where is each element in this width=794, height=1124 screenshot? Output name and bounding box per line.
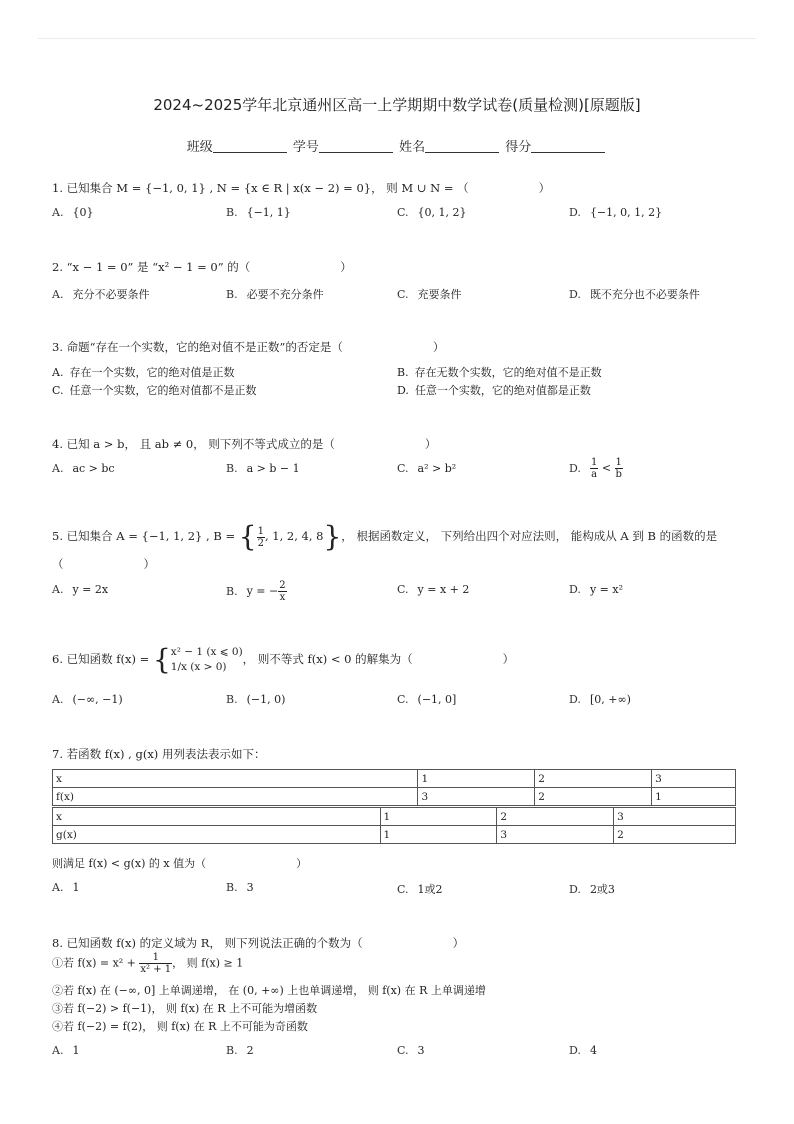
question-4-options [52,457,742,480]
statement-3: ③若 f(−2) > f(−1)， 则 f(x) 在 R 上不可能为增函数 [52,1002,318,1015]
table-cell: g(x) [53,826,381,844]
table-cell: 2 [614,826,736,844]
name-blank[interactable] [425,140,499,153]
table-g [52,807,736,844]
table-cell: 2 [535,770,652,788]
question-4-stem: 4. 已知 a > b， 且 ab ≠ 0， 则下列不等式成立的是（ ） [52,437,437,451]
option-a[interactable]: A. 1 [52,1044,80,1057]
table-row [53,826,736,844]
name-label: 姓名 [399,140,426,155]
table-cell: 3 [418,788,535,806]
question-6-options [52,693,742,709]
table-cell: 1 [418,770,535,788]
option-a[interactable]: A. 1 [52,881,80,894]
table-cell: 1 [380,808,497,826]
question-2-stem: 2. “x − 1 = 0” 是 “x² − 1 = 0” 的（ ） [52,260,352,274]
option-d[interactable]: D. 既不充分也不必要条件 [569,288,700,301]
option-d[interactable]: D. [0, +∞) [569,693,631,706]
table-cell: f(x) [53,788,418,806]
option-b[interactable]: B. y = − $\frac{2}{x}$ [226,580,286,603]
question-6-stem: 6. 已知函数 f(x) = { x² − 1 (x ⩽ 0) 1/x (x > 0) ， 则不等式 f(x) < 0 的解集为（ ） [52,643,515,676]
question-5-options [52,580,742,603]
option-b[interactable]: B. 必要不充分条件 [226,288,324,301]
table-cell: x [53,770,418,788]
student-id-blank[interactable] [319,140,393,153]
option-b[interactable]: B. {−1, 1} [226,206,291,219]
question-7-prompt: 则满足 f(x) < g(x) 的 x 值为（ ） [52,857,308,870]
option-a[interactable]: A. {0} [52,206,94,219]
table-cell: 3 [497,826,614,844]
question-2-options [52,286,742,302]
table-cell: x [53,808,381,826]
option-d[interactable]: D. 任意一个实数，它的绝对值都是正数 [397,384,591,397]
page-title: 2024~2025学年北京通州区高一上学期期中数学试卷(质量检测)[原题版] [153,96,641,114]
question-3-options-row-1 [52,364,742,380]
table-row [53,788,736,806]
table-cell: 1 [380,826,497,844]
student-info-line [0,136,794,155]
class-label: 班级 [186,140,213,155]
piecewise-cases: x² − 1 (x ⩽ 0) 1/x (x > 0) [170,646,243,673]
fraction-1-over-a: $\frac{1}{a}$ [590,457,598,480]
table-cell: 2 [535,788,652,806]
option-b[interactable]: B. (−1, 0) [226,693,286,706]
option-a[interactable]: A. 存在一个实数，它的绝对值是正数 [52,366,235,379]
table-f [52,769,736,806]
student-id-label: 学号 [292,140,319,155]
question-3-options-row-2 [52,382,742,398]
table-row [53,770,736,788]
option-c[interactable]: C. 3 [397,1044,425,1057]
table-cell: 3 [614,808,736,826]
option-c[interactable]: C. a² > b² [397,462,457,475]
question-5-answer-paren: （ ） [52,557,155,571]
option-b[interactable]: B. 3 [226,881,254,894]
question-3-stem: 3. 命题“存在一个实数，它的绝对值不是正数”的否定是（ ） [52,340,445,354]
statement-1: ①若 f(x) = x² + $\frac{1}{\text{x² + 1}}$ ， 则 f(x) ≥ 1 [52,952,244,975]
option-c[interactable]: C. (−1, 0] [397,693,457,706]
option-c[interactable]: C. y = x + 2 [397,583,470,596]
option-c[interactable]: C. 任意一个实数，它的绝对值都不是正数 [52,384,257,397]
option-d[interactable]: D. y = x² [569,583,623,596]
score-label: 得分 [505,140,532,155]
question-1-stem: 1. 已知集合 M = {−1, 0, 1} , N = {x ∈ R | x(x − 2) = 0}， 则 M ∪ N = （ ） [52,181,551,195]
option-c[interactable]: C. 1或2 [397,883,443,896]
table-cell: 1 [652,788,736,806]
option-d[interactable]: D. {−1, 0, 1, 2} [569,206,663,219]
table-row [53,808,736,826]
class-blank[interactable] [213,140,287,153]
option-d[interactable]: D. 2或3 [569,883,615,896]
statement-2: ②若 f(x) 在 (−∞, 0] 上单调递增， 在 (0, +∞) 上也单调递增， 则 f(x) 在 R 上单调递增 [52,984,486,997]
option-a[interactable]: A. (−∞, −1) [52,693,123,706]
option-b[interactable]: B. 存在无数个实数，它的绝对值不是正数 [397,366,602,379]
option-a[interactable]: A. y = 2x [52,583,109,596]
option-c[interactable]: C. 充要条件 [397,288,462,301]
question-8-stem: 8. 已知函数 f(x) 的定义域为 R， 则下列说法正确的个数为（ ） [52,936,465,950]
question-7-options [52,881,742,897]
option-c[interactable]: C. {0, 1, 2} [397,206,467,219]
fraction-1-over-x2-plus-1: $\frac{1}{\text{x² + 1}}$ [140,952,172,975]
question-7-stem: 7. 若函数 f(x) , g(x) 用列表法表示如下： [52,747,266,761]
question-8-options [52,1044,742,1060]
fraction-2-over-x: $\frac{2}{x}$ [279,580,286,603]
score-blank[interactable] [531,140,605,153]
fraction-1-over-b: $\frac{1}{b}$ [615,457,622,480]
question-5-stem: 5. 已知集合 A = {−1, 1, 2} , B = { $\frac{1}{2}$ , 1, 2, 4, 8}， 根据函数定义， 下列给出四个对应法则， 能构成从 A 到 B 的函数的是 [52,520,718,553]
fraction-one-half: $\frac{1}{2}$ [257,525,264,549]
table-cell: 3 [652,770,736,788]
question-1-options [52,206,742,222]
table-cell: 2 [497,808,614,826]
option-a[interactable]: A. 充分不必要条件 [52,288,150,301]
statement-4: ④若 f(−2) = f(2)， 则 f(x) 在 R 上不可能为奇函数 [52,1020,308,1033]
option-b[interactable]: B. 2 [226,1044,254,1057]
header-rule [38,38,756,39]
option-d[interactable]: D. 4 [569,1044,597,1057]
option-d[interactable]: D. $\frac{1}{a}$ < $\frac{1}{b}$ [569,457,622,480]
option-a[interactable]: A. ac > bc [52,462,115,475]
option-b[interactable]: B. a > b − 1 [226,462,300,475]
